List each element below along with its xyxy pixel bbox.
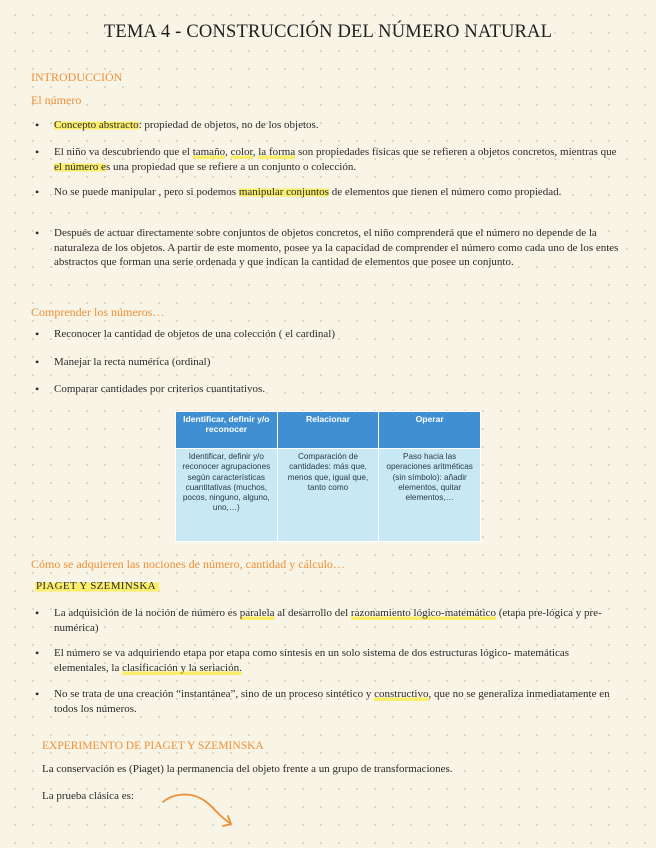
intro-heading: INTRODUCCIÓN: [31, 70, 123, 84]
skills-table: [175, 411, 481, 542]
highlight: razonamiento lógico-matemático: [350, 607, 497, 619]
highlight: paralela: [239, 607, 275, 619]
table-header-cell: Relacionar: [277, 412, 379, 449]
experimento-line: La prueba clásica es:: [42, 790, 134, 802]
document-title: TEMA 4 - CONSTRUCCIÓN DEL NÚMERO NATURAL: [103, 22, 553, 42]
list-item: • Reconocer la cantidad de objetos de una colección ( el cardinal): [32, 327, 622, 342]
adquieren-bullets: [32, 606, 624, 635]
list-item: • La adquisición de la noción de número es paralela al desarrollo del razonamiento lógico-matemático (etapa pre-lógica y pre-numérica): [32, 606, 624, 635]
table-header-row: [176, 412, 481, 449]
piaget-label: PIAGET Y SZEMINSKA: [35, 580, 159, 592]
list-item: • Después de actuar directamente sobre conjuntos de objetos concretos, el niño comprenderá que el número no depende de la naturaleza de los objetos. A partir de este momento, posee ya la capacidad de comprender el número como cada uno de los entes abstractos que forman una serie ordenada y que indican la cantidad de elementos que posee un conjunto.: [32, 226, 622, 270]
experimento-line: La conservación es (Piaget) la permanencia del objeto frente a un grupo de transformaciones.: [42, 763, 453, 775]
highlight: la forma: [258, 146, 296, 158]
list-item: • Manejar la recta numérica (ordinal): [32, 355, 622, 370]
highlight: clasificación y la seriación.: [122, 661, 242, 674]
intro-bullets: [32, 118, 622, 133]
list-item: • No se trata de una creación “instantánea”, sino de un proceso sintético y constructivo, que no se generaliza inmediatamente en todos los números.: [32, 687, 624, 716]
table-header-cell: Operar: [379, 412, 481, 449]
table-header-cell: Identificar, definir y/o reconocer: [176, 412, 278, 449]
adquieren-bullets: [32, 646, 624, 675]
table-row: [176, 449, 481, 542]
adquieren-bullets: [32, 687, 624, 716]
list-item: • El número se va adquiriendo etapa por etapa como síntesis en un solo sistema de dos estructuras lógico- matemáticas elementales, la clasificación y la seriación.: [32, 646, 624, 675]
intro-subheading: El número: [31, 93, 82, 107]
intro-bullets: [32, 185, 622, 200]
list-item: • El niño va descubriendo que el tamaño, color, la forma son propiedades físicas que se refieren a objetos concretos, mientras que el número es una propiedad que se refiere a un conjunto o colección.: [32, 145, 622, 174]
experimento-heading: EXPERIMENTO DE PIAGET Y SZEMINSKA: [42, 740, 264, 752]
table-cell: Paso hacia las operaciones aritméticas (sin símbolo): añadir elementos, quitar elementos,…: [379, 449, 481, 542]
adquieren-heading: Cómo se adquieren las nociones de número, cantidad y cálculo…: [31, 557, 345, 571]
highlight: color: [230, 146, 253, 158]
list-item: • Comparar cantidades por criterios cuantitativos.: [32, 382, 622, 397]
comprender-bullets: [32, 327, 622, 397]
intro-bullets: [32, 145, 622, 174]
highlight: Concepto abstracto: [54, 119, 139, 131]
highlight: tamaño: [192, 146, 226, 158]
table-cell: Comparación de cantidades: más que, menos que, igual que, tanto como: [277, 449, 379, 542]
curved-arrow-icon: [160, 790, 240, 834]
table-cell: Identificar, definir y/o reconocer agrupaciones según características cuantitativas (muchos, pocos, ninguno, alguno, uno,…): [176, 449, 278, 542]
list-item: • No se puede manipular , pero si podemos manipular conjuntos de elementos que tienen el número como propiedad.: [32, 185, 622, 200]
intro-bullets: [32, 226, 622, 270]
comprender-heading: Comprender los números…: [31, 305, 165, 319]
highlight: constructivo: [374, 688, 429, 700]
highlight: manipular conjuntos: [238, 186, 329, 198]
list-item: • Concepto abstracto: propiedad de objetos, no de los objetos.: [32, 118, 622, 133]
highlight: el número e: [54, 160, 106, 173]
